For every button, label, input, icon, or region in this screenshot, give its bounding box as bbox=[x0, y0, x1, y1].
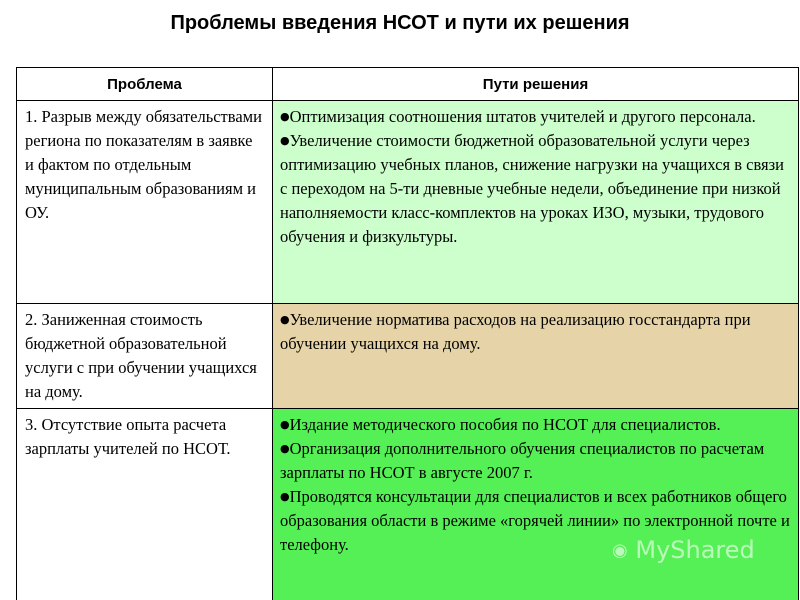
table-row bbox=[17, 304, 799, 409]
watermark-logo-icon: ◉ bbox=[612, 540, 628, 561]
solution-text: Увеличение норматива расходов на реализацию госстандарта при обучении учащихся на дому. bbox=[280, 310, 751, 353]
solution-item bbox=[280, 437, 790, 485]
solution-cell bbox=[273, 304, 799, 409]
solution-item bbox=[280, 413, 790, 437]
solution-item bbox=[280, 129, 790, 249]
bullet-icon: ● bbox=[280, 490, 290, 503]
problem-cell: 1. Разрыв между обязательствами региона по показателям в заявке и фактом по отдельным муниципальным образованиям и ОУ. bbox=[17, 101, 273, 304]
solution-item bbox=[280, 308, 790, 356]
solution-text: Издание методического пособия по НСОТ для специалистов. bbox=[289, 415, 721, 434]
header-solutions: Пути решения bbox=[273, 68, 799, 101]
watermark-text: MyShared bbox=[635, 536, 755, 564]
solution-cell bbox=[273, 409, 799, 600]
page-title: Проблемы введения НСОТ и пути их решения bbox=[170, 12, 630, 34]
solution-item bbox=[280, 485, 790, 557]
problems-table bbox=[16, 67, 799, 600]
solution-text: Проводятся консультации для специалистов и всех работников общего образования области в режиме «горячей линии» по электронной почте и телефону. bbox=[280, 487, 790, 554]
solution-text: Оптимизация соотношения штатов учителей и другого персонала. bbox=[289, 107, 756, 126]
bullet-icon: ● bbox=[280, 134, 290, 147]
table-row bbox=[17, 409, 799, 600]
table-row bbox=[17, 101, 799, 304]
solution-cell bbox=[273, 101, 799, 304]
problem-cell: 2. Заниженная стоимость бюджетной образовательной услуги с при обучении учащихся на дому. bbox=[17, 304, 273, 409]
solution-text: Организация дополнительного обучения специалистов по расчетам зарплаты по НСОТ в августе 2007 г. bbox=[280, 439, 765, 482]
problem-cell: 3. Отсутствие опыта расчета зарплаты учителей по НСОТ. bbox=[17, 409, 273, 600]
solution-item bbox=[280, 105, 790, 129]
table-header-row bbox=[17, 68, 799, 101]
bullet-icon: ● bbox=[280, 313, 290, 326]
bullet-icon: ● bbox=[280, 110, 290, 123]
bullet-icon: ● bbox=[280, 418, 290, 431]
solution-text: Увеличение стоимости бюджетной образовательной услуги через оптимизацию учебных планов, снижение нагрузки на учащихся в связи с переходом на 5-ти дневные учебные недели, объединение при низкой наполняемости класс-комплектов на уроках ИЗО, музыки, трудового обучения и физкультуры. bbox=[280, 131, 784, 246]
bullet-icon: ● bbox=[280, 442, 290, 455]
header-problem: Проблема bbox=[17, 68, 273, 101]
